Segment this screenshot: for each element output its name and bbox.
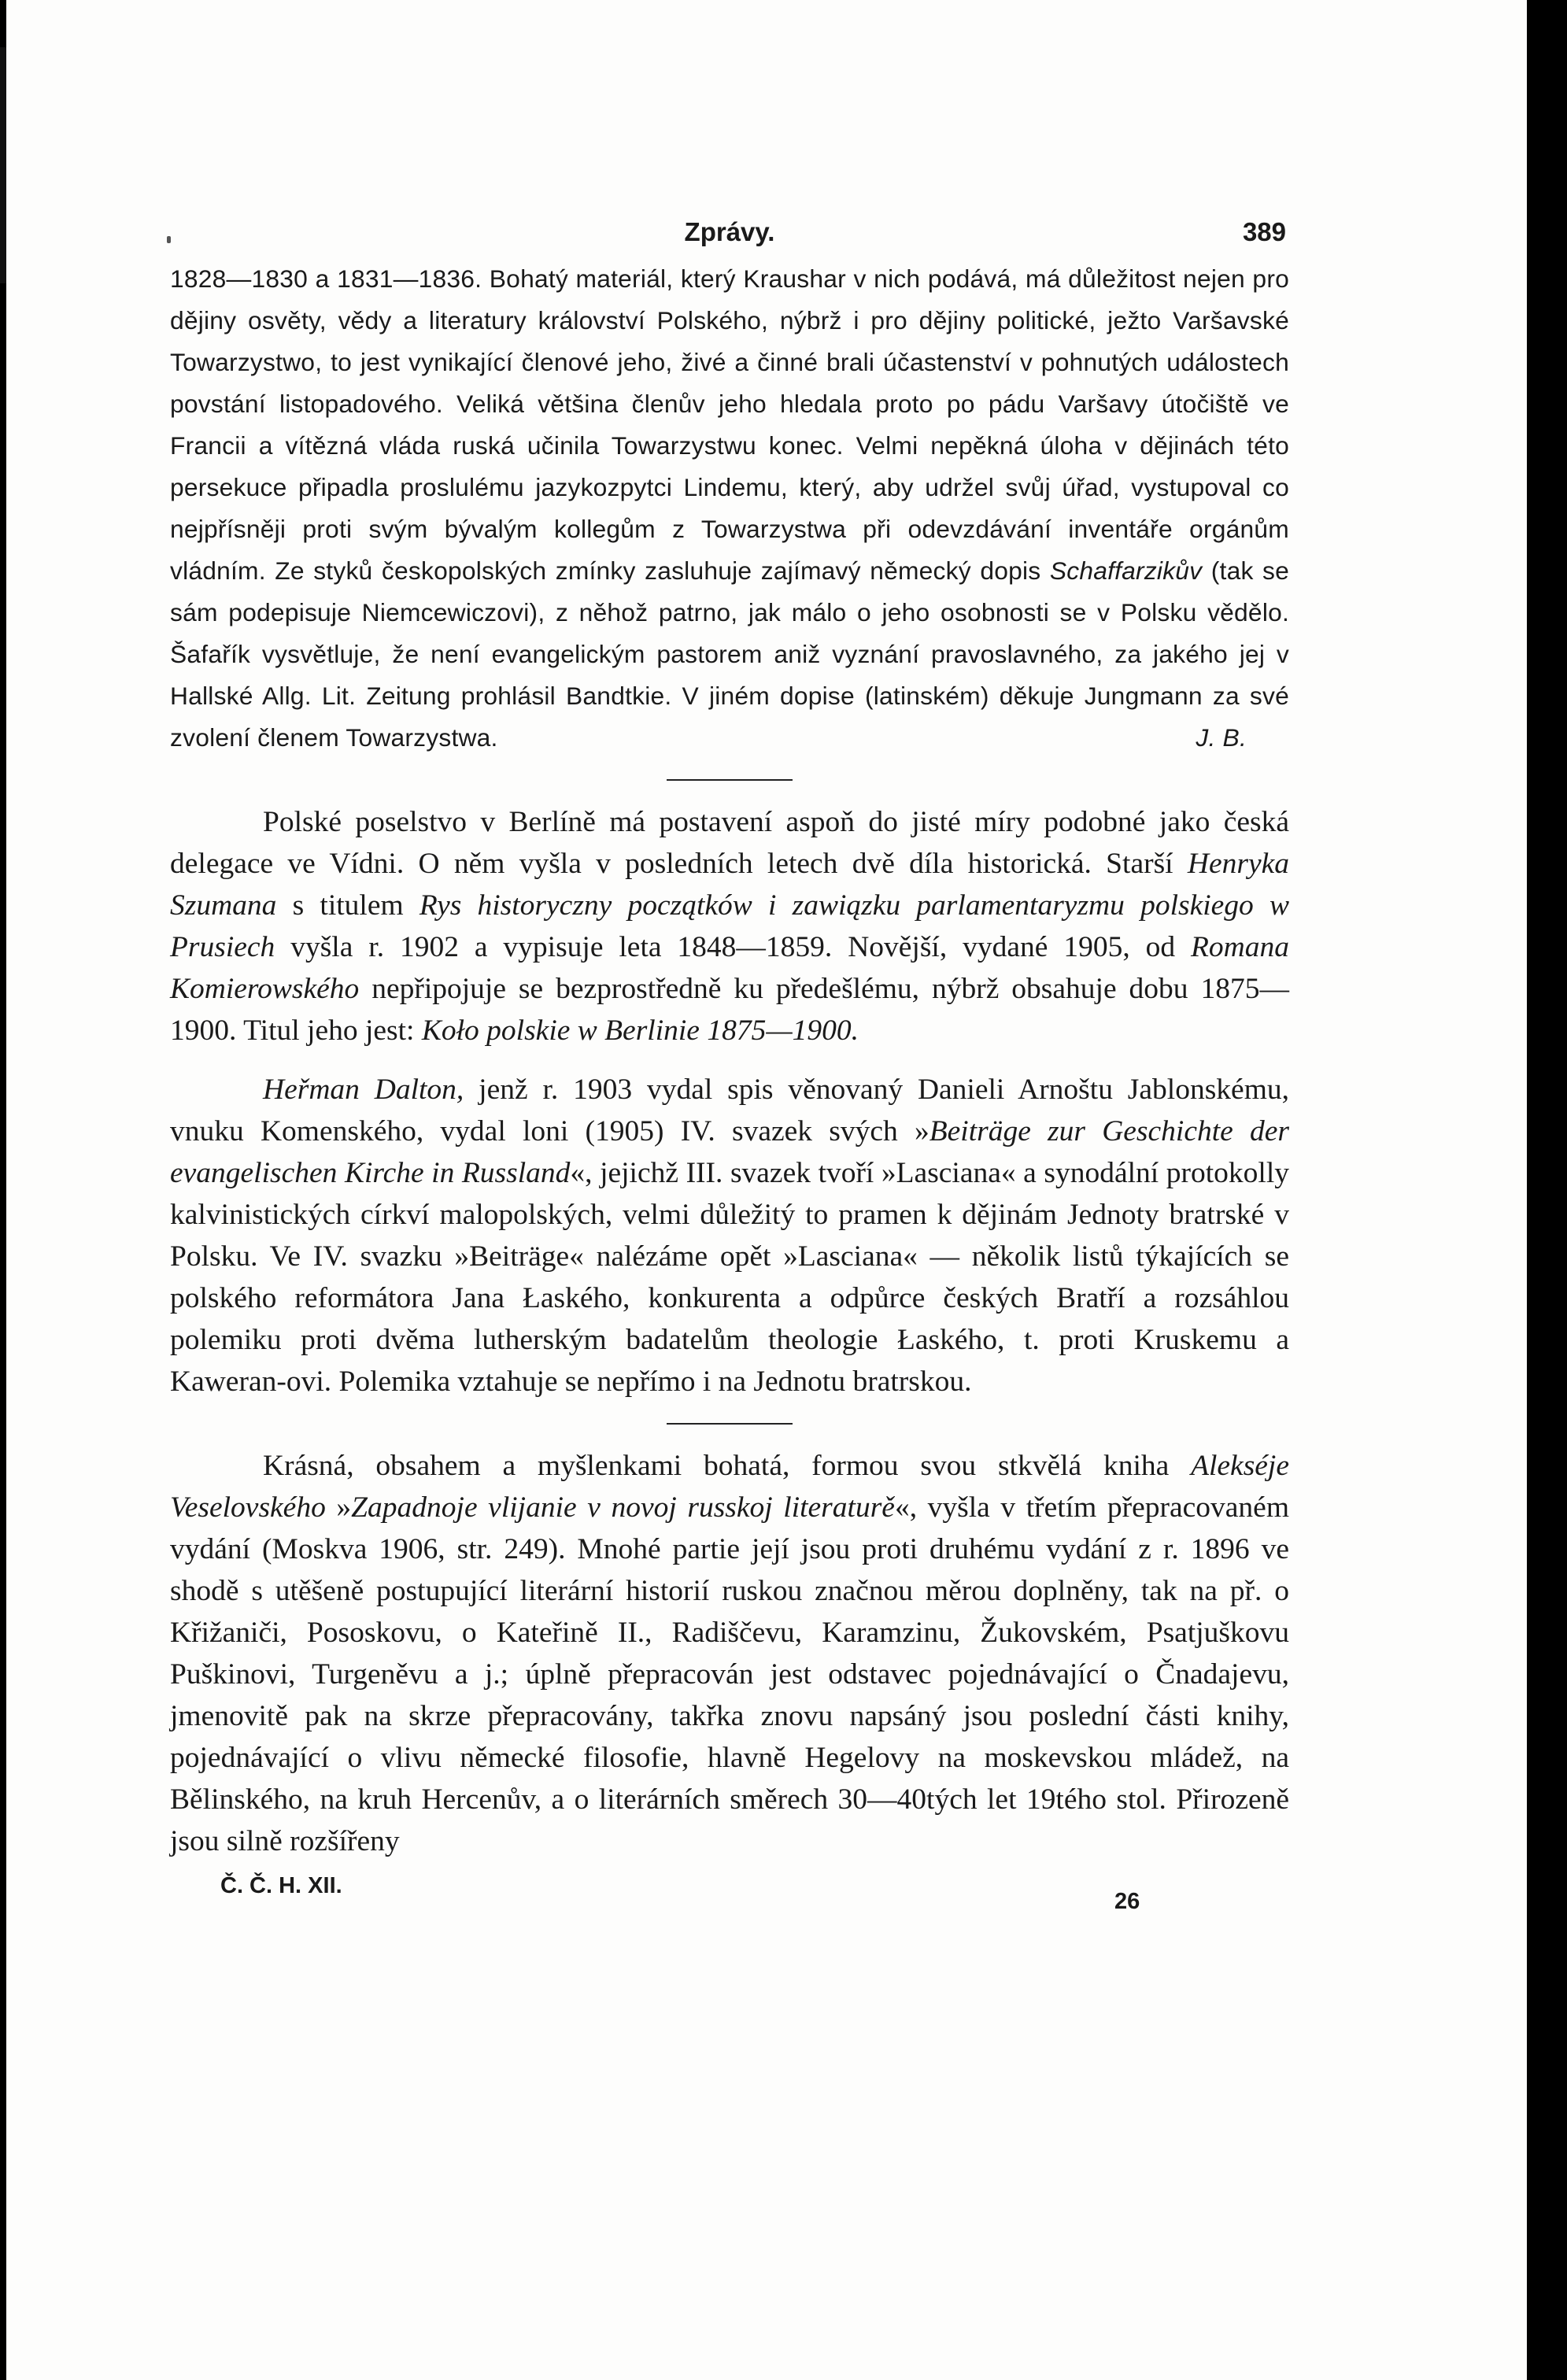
paragraph-1 [170, 258, 1289, 759]
paragraph-3 [170, 1069, 1289, 1402]
text-run: nepřipojuje se bezprostředně ku předešlému, nýbrž obsahuje dobu 1875—1900. Titul jeho jest: [170, 973, 1289, 1047]
italic-run: Schaffarzikův [1049, 556, 1203, 585]
italic-run: Romana Komierowského [170, 931, 1289, 1005]
author-initials: J. B. [1196, 723, 1247, 752]
section-divider [667, 779, 793, 781]
running-head [170, 211, 1289, 258]
italic-run: Koło polskie w Berlinie 1875—1900. [421, 1014, 859, 1047]
paragraph-2 [170, 801, 1289, 1051]
italic-run: Heřman Dalton, [263, 1074, 464, 1106]
italic-run: Zapadnoje vlijanie v novoj russkoj literaturě [351, 1491, 895, 1524]
text-run: s titulem [276, 889, 419, 922]
text-run: » [325, 1491, 352, 1524]
text-run: (tak se sám podepisuje Niemcewiczovi), z něhož patrno, jak málo o jeho osobnosti se v Polsku vědělo. Šafařík vysvětluje, že není evangelickým pastorem aniž vyznání pravoslavného, za jakého jej v Hallské Allg. Lit. Zeitung prohlásil Bandtkie. V jiném dopise (latinském) děkuje Jungmann za své zvolení členem Towarzystwa. [170, 556, 1290, 752]
text-run: jenž r. 1903 vydal spis věnovaný Danieli Arnoštu Jablonskému, vnuku Komenského, vydal loni (1905) IV. svazek svých » [170, 1074, 1289, 1148]
italic-run: Rys historyczny początków i zawiązku parlamentaryzmu polskiego w Prusiech [170, 889, 1289, 963]
page-footer [170, 1865, 1289, 1913]
italic-run: Henryka Szumana [170, 848, 1289, 922]
page-content [170, 211, 1289, 1913]
text-run: Polské poselstvo v Berlíně má postavení aspoň do jisté míry podobné jako česká delegace ve Vídni. O něm vyšla v posledních letech dvě díla historická. Starší [170, 806, 1289, 880]
text-run: vyšla r. 1902 a vypisuje leta 1848—1859. Novější, vydané 1905, od [275, 931, 1191, 963]
text-run: «, vyšla v třetím přepracovaném vydání (Moskva 1906, str. 249). Mnohé partie její jsou proti druhému vydání z r. 1896 ve shodě s utěšeně postupující literární historií ruskou značnou měrou doplněny, tak na př. o Křižaniči, Pososkovu, o Kateřině II., Radiščevu, Karamzinu, Žukovském, Psatjuškovu Puškinovi, Turgeněvu a j.; úplně přepracován jest odstavec pojednávající o Čnadajevu, jmenovitě pak na skrze přepracovány, takřka znovu napsáný jsou poslední části knihy, pojednávající o vlivu německé filosofie, hlavně Hegelovy na moskevskou mládež, na Bělinského, na kruh Hercenův, a o literárních směrech 30—40tých let 19tého stol. Přirozeně jsou silně rozšířeny [170, 1491, 1289, 1857]
sheet-number: 26 [1114, 1889, 1140, 1914]
page-number: 389 [1242, 217, 1286, 246]
running-head-title: Zprávy. [684, 217, 775, 246]
section-divider [667, 1423, 793, 1425]
signature-mark: Č. Č. H. XII. [220, 1873, 342, 1898]
italic-run: Beiträge zur Geschichte der evangelischen Kirche in Russland [170, 1115, 1289, 1189]
text-run: «, jejichž III. svazek tvoří »Lasciana« a synodální protokolly kalvinistických církví malopolských, velmi důležitý to pramen k dějinám Jednoty bratrské v Polsku. Ve IV. svazku »Beiträge« nalézáme opět »Lasciana« — několik listů týkajících se polského reformátora Jana Łaského, konkurenta a odpůrce českých Bratří a rozsáhlou polemiku proti dvěma lutherským badatelům theologie Łaského, t. proti Kruskemu a Kaweran-ovi. Polemika vztahuje se nepřímo i na Jednotu bratrskou. [170, 1157, 1289, 1398]
italic-run: Alekséje Veselovského [170, 1450, 1289, 1524]
text-run: Krásná, obsahem a myšlenkami bohatá, formou svou stkvělá kniha [263, 1450, 1192, 1482]
paragraph-4 [170, 1445, 1289, 1862]
text-run: 1828—1830 a 1831—1836. Bohatý materiál, který Kraushar v nich podává, má důležitost nejen pro dějiny osvěty, vědy a literatury království Polského, nýbrž i pro dějiny politické, ježto Varšavské Towarzystwo, to jest vynikající členové jeho, živé a činné brali účastenství v pohnutých událostech povstání listopadového. Veliká většina členův jeho hledala proto po pádu Varšavy útočiště ve Francii a vítězná vláda ruská učinila Towarzystwu konec. Velmi nepěkná úloha v dějinách této persekuce připadla proslulému jazykozpytci Lindemu, který, aby udržel svůj úřad, vystupoval co nejpřísněji proti svým bývalým kollegům z Towarzystwa při odevzdávání inventáře orgánům vládním. Ze styků českopolských zmínky zasluhuje zajímavý německý dopis [170, 264, 1289, 585]
